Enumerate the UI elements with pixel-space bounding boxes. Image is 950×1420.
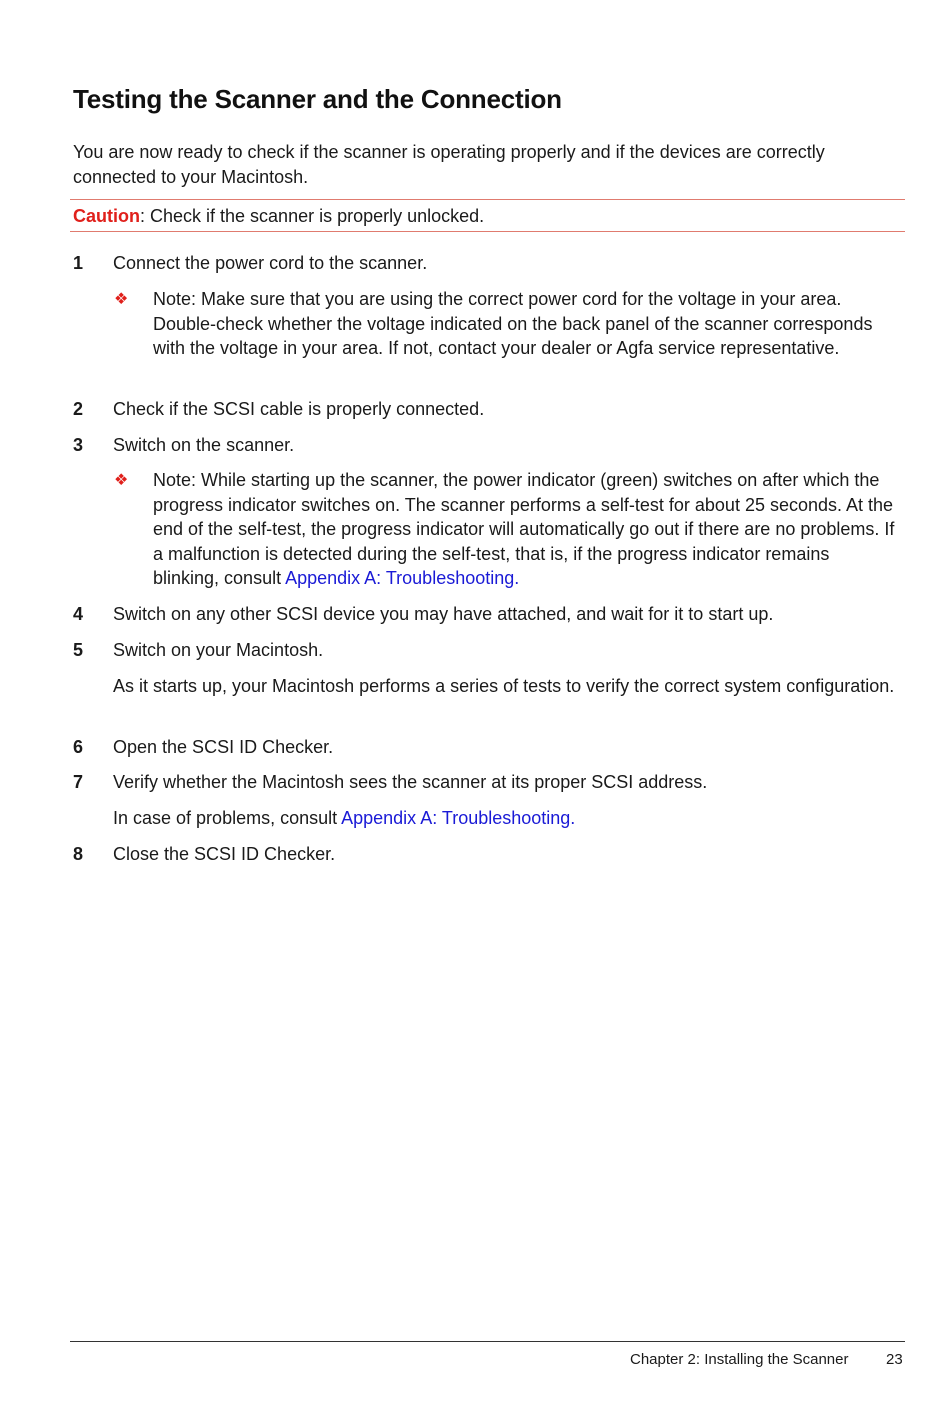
caution-message: : Check if the scanner is properly unlocked. [140, 206, 485, 226]
note-text-3 [153, 468, 898, 591]
note-text-1: Note: Make sure that you are using the correct power cord for the voltage in your area. Double-check whether the voltage indicated on the back panel of the scanner corresponds with the voltage in your area. If not, contact your dealer or Agfa service representative. [153, 289, 873, 358]
note-bullet-icon: ❖ [114, 472, 129, 489]
step-text-3: Switch on the scanner. [113, 435, 295, 455]
note-bullet-icon: ❖ [114, 291, 129, 308]
footer-chapter-title: Chapter 2: Installing the Scanner [630, 1351, 849, 1368]
step-number-8: 8 [73, 844, 84, 864]
caution-label: Caution [73, 206, 140, 226]
step-7-followup [113, 806, 903, 831]
footer-divider [70, 1341, 905, 1342]
caution-box [70, 199, 905, 232]
step-text-4: Switch on any other SCSI device you may have attached, and wait for it to start up. [113, 604, 774, 624]
page-title: Testing the Scanner and the Connection [73, 84, 562, 114]
step-number-2: 2 [73, 399, 84, 419]
intro-paragraph: You are now ready to check if the scanner is operating properly and if the devices are correctly connected to your Macintosh. [73, 142, 825, 187]
step-number-4: 4 [73, 604, 84, 624]
appendix-a-link[interactable]: Appendix A: Troubleshooting. [341, 808, 576, 828]
footer-page-number: 23 [886, 1351, 903, 1368]
note-text-3-body: Note: While starting up the scanner, the power indicator (green) switches on after which the progress indicator switches on. The scanner performs a self-test for about 25 seconds. At the end of the self-test, the progress indicator will automatically go out if there are no problems. If a malfunction is detected during the self-test, that is, if the progress indicator remains blinking, consult [153, 470, 895, 588]
step-text-8: Close the SCSI ID Checker. [113, 844, 336, 864]
caution-text [73, 205, 484, 227]
step-text-6: Open the SCSI ID Checker. [113, 737, 334, 757]
appendix-a-link[interactable]: Appendix A: Troubleshooting. [285, 568, 520, 588]
step-number-3: 3 [73, 435, 84, 455]
step-text-1: Connect the power cord to the scanner. [113, 253, 428, 273]
step-text-7: Verify whether the Macintosh sees the scanner at its proper SCSI address. [113, 772, 708, 792]
step-number-6: 6 [73, 737, 84, 757]
step-number-5: 5 [73, 640, 84, 660]
step-text-2: Check if the SCSI cable is properly connected. [113, 399, 485, 419]
step-text-5: Switch on your Macintosh. [113, 640, 324, 660]
step-number-1: 1 [73, 253, 84, 273]
step-5-followup: As it starts up, your Macintosh performs a series of tests to verify the correct system configuration. [113, 676, 895, 696]
step-number-7: 7 [73, 772, 84, 792]
step-7-followup-body: In case of problems, consult [113, 808, 342, 828]
